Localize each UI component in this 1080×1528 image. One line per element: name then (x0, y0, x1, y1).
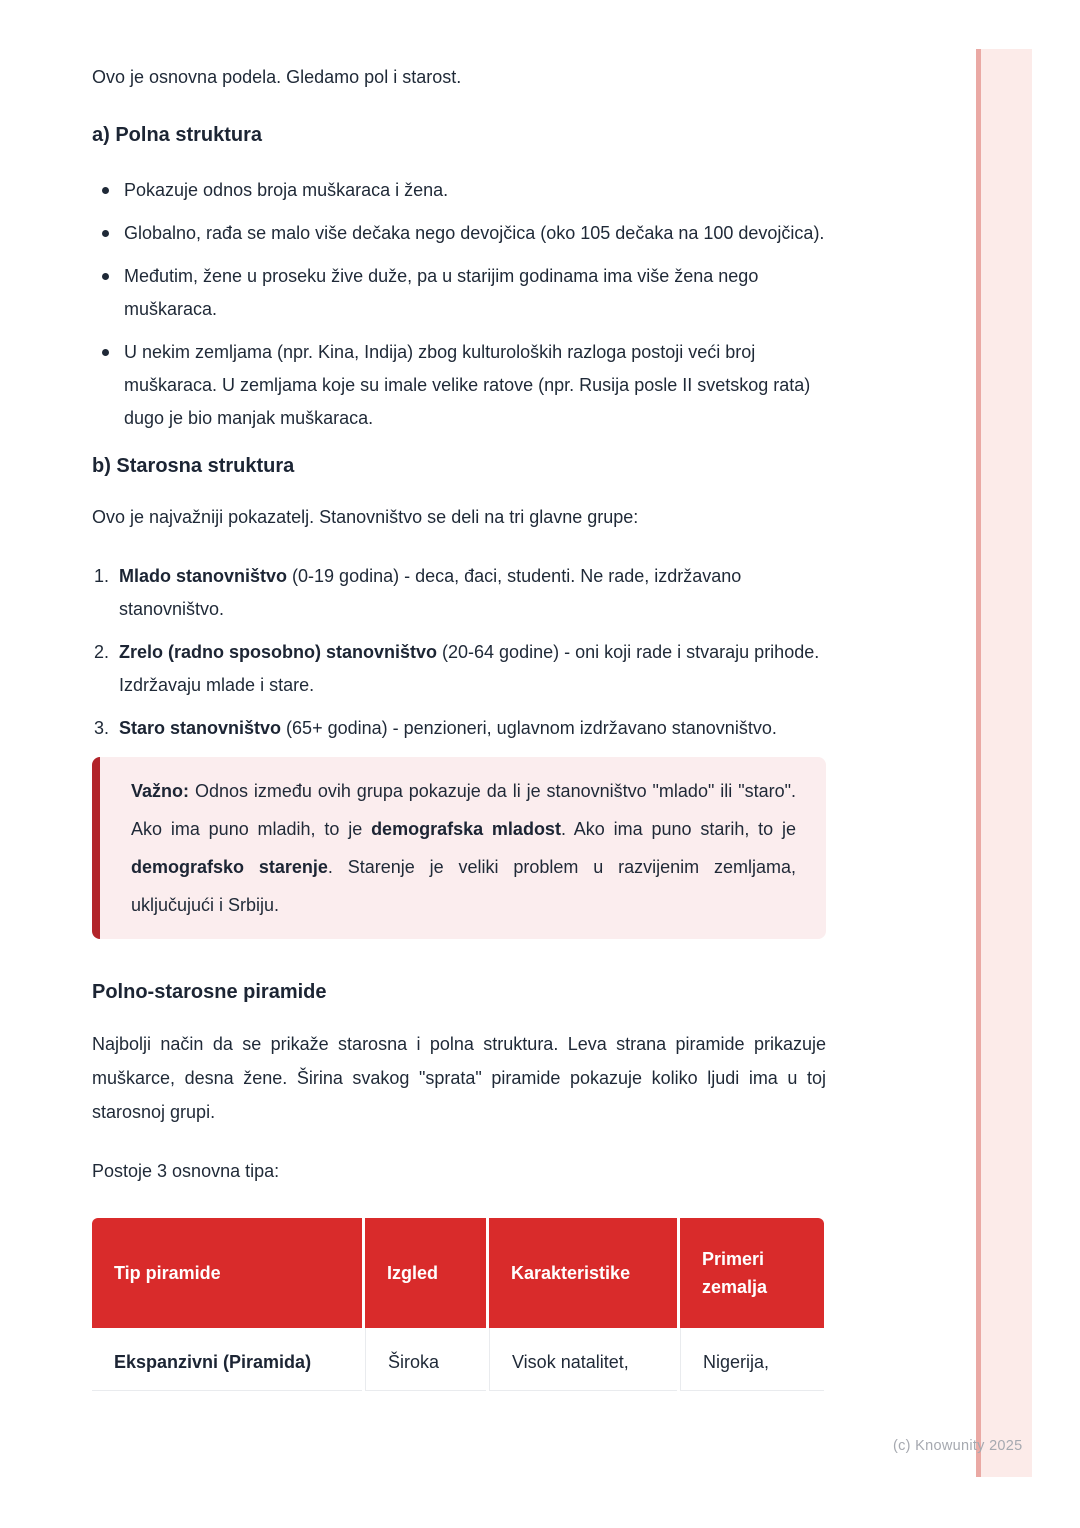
callout-segment: Odnos između ovih grupa pokazuje da li je stanovništvo "mlado" ili "staro". Ako ima puno mladih, to je (131, 781, 796, 839)
list-item-text: (0-19 godina) - deca, đaci, studenti. Ne rade, izdržavano stanovništvo. (119, 566, 742, 619)
list-item-term: Zrelo (radno sposobno) stanovništvo (119, 642, 438, 662)
list-item-term: Staro stanovništvo (119, 718, 282, 738)
list-item-text: Globalno, rađa se malo više dečaka nego devojčica (oko 105 dečaka na 100 devojčica). (124, 223, 825, 243)
pyramids-description: Najbolji način da se prikaže starosna i polna struktura. Leva strana piramide prikazuje muškarce, desna žene. Širina svakog "sprata" piramide pokazuje koliko ljudi ima u toj starosnoj grupi. (92, 1034, 826, 1122)
intro-paragraph: Ovo je osnovna podela. Gledamo pol i starost. (92, 67, 462, 87)
callout-term: demografska mladost (371, 819, 561, 839)
document-content (92, 0, 826, 1391)
list-item (92, 560, 826, 626)
bullet-icon (102, 349, 109, 356)
list-item-text: Pokazuje odnos broja muškaraca i žena. (124, 180, 449, 200)
table-header-cell: Izgled (365, 1218, 486, 1328)
bullet-icon (102, 273, 109, 280)
callout-term: demografsko starenje (131, 857, 328, 877)
section-b-heading: b) Starosna struktura (92, 455, 295, 477)
bullet-icon (102, 230, 109, 237)
list-item (92, 260, 826, 326)
page-edge-decoration (976, 49, 1032, 1477)
table-cell: Ekspanzivni (Piramida) (92, 1328, 362, 1391)
important-callout (92, 757, 826, 939)
age-groups-list (92, 560, 826, 745)
table-header-cell: Primeri zemalja (680, 1218, 824, 1328)
list-item (92, 636, 826, 702)
table-header-cell: Tip piramide (92, 1218, 362, 1328)
copyright-watermark: (c) Knowunity 2025 (893, 1438, 1023, 1454)
sex-structure-list (92, 174, 826, 435)
list-item-term: Mlado stanovništvo (119, 566, 288, 586)
list-item-text: U nekim zemljama (npr. Kina, Indija) zbog kulturoloških razloga postoji veći broj muškaraca. U zemljama koje su imale velike ratove (npr. Rusija posle II svetskog rata) dugo je bio manjak muškaraca. (124, 342, 811, 428)
callout-text (131, 772, 796, 924)
pyramid-types-intro: Postoje 3 osnovna tipa: (92, 1161, 280, 1181)
list-item (92, 174, 826, 207)
table-header-cell: Karakteristike (489, 1218, 677, 1328)
list-item-text: Međutim, žene u proseku žive duže, pa u starijim godinama ima više žena nego muškaraca. (124, 266, 759, 319)
pyramid-types-table (92, 1218, 826, 1391)
table-cell: Široka (365, 1328, 486, 1391)
list-item (92, 336, 826, 435)
callout-segment: . Starenje je veliki problem u razvijenim zemljama, uključujući i Srbiju. (131, 857, 796, 915)
bullet-icon (102, 187, 109, 194)
pyramids-heading: Polno-starosne piramide (92, 981, 327, 1003)
section-a-heading: a) Polna struktura (92, 124, 263, 146)
age-structure-intro: Ovo je najvažniji pokazatelj. Stanovništvo se deli na tri glavne grupe: (92, 507, 639, 527)
callout-label: Važno: (131, 781, 190, 801)
table-cell: Nigerija, (680, 1328, 824, 1391)
list-item-text: (65+ godina) - penzioneri, uglavnom izdržavano stanovništvo. (281, 718, 777, 738)
list-item-text: (20-64 godine) - oni koji rade i stvaraju prihode. Izdržavaju mlade i stare. (119, 642, 820, 695)
list-item (92, 217, 826, 250)
list-item (92, 712, 826, 745)
table-cell: Visok natalitet, (489, 1328, 677, 1391)
callout-segment: . Ako ima puno starih, to je (560, 819, 797, 839)
